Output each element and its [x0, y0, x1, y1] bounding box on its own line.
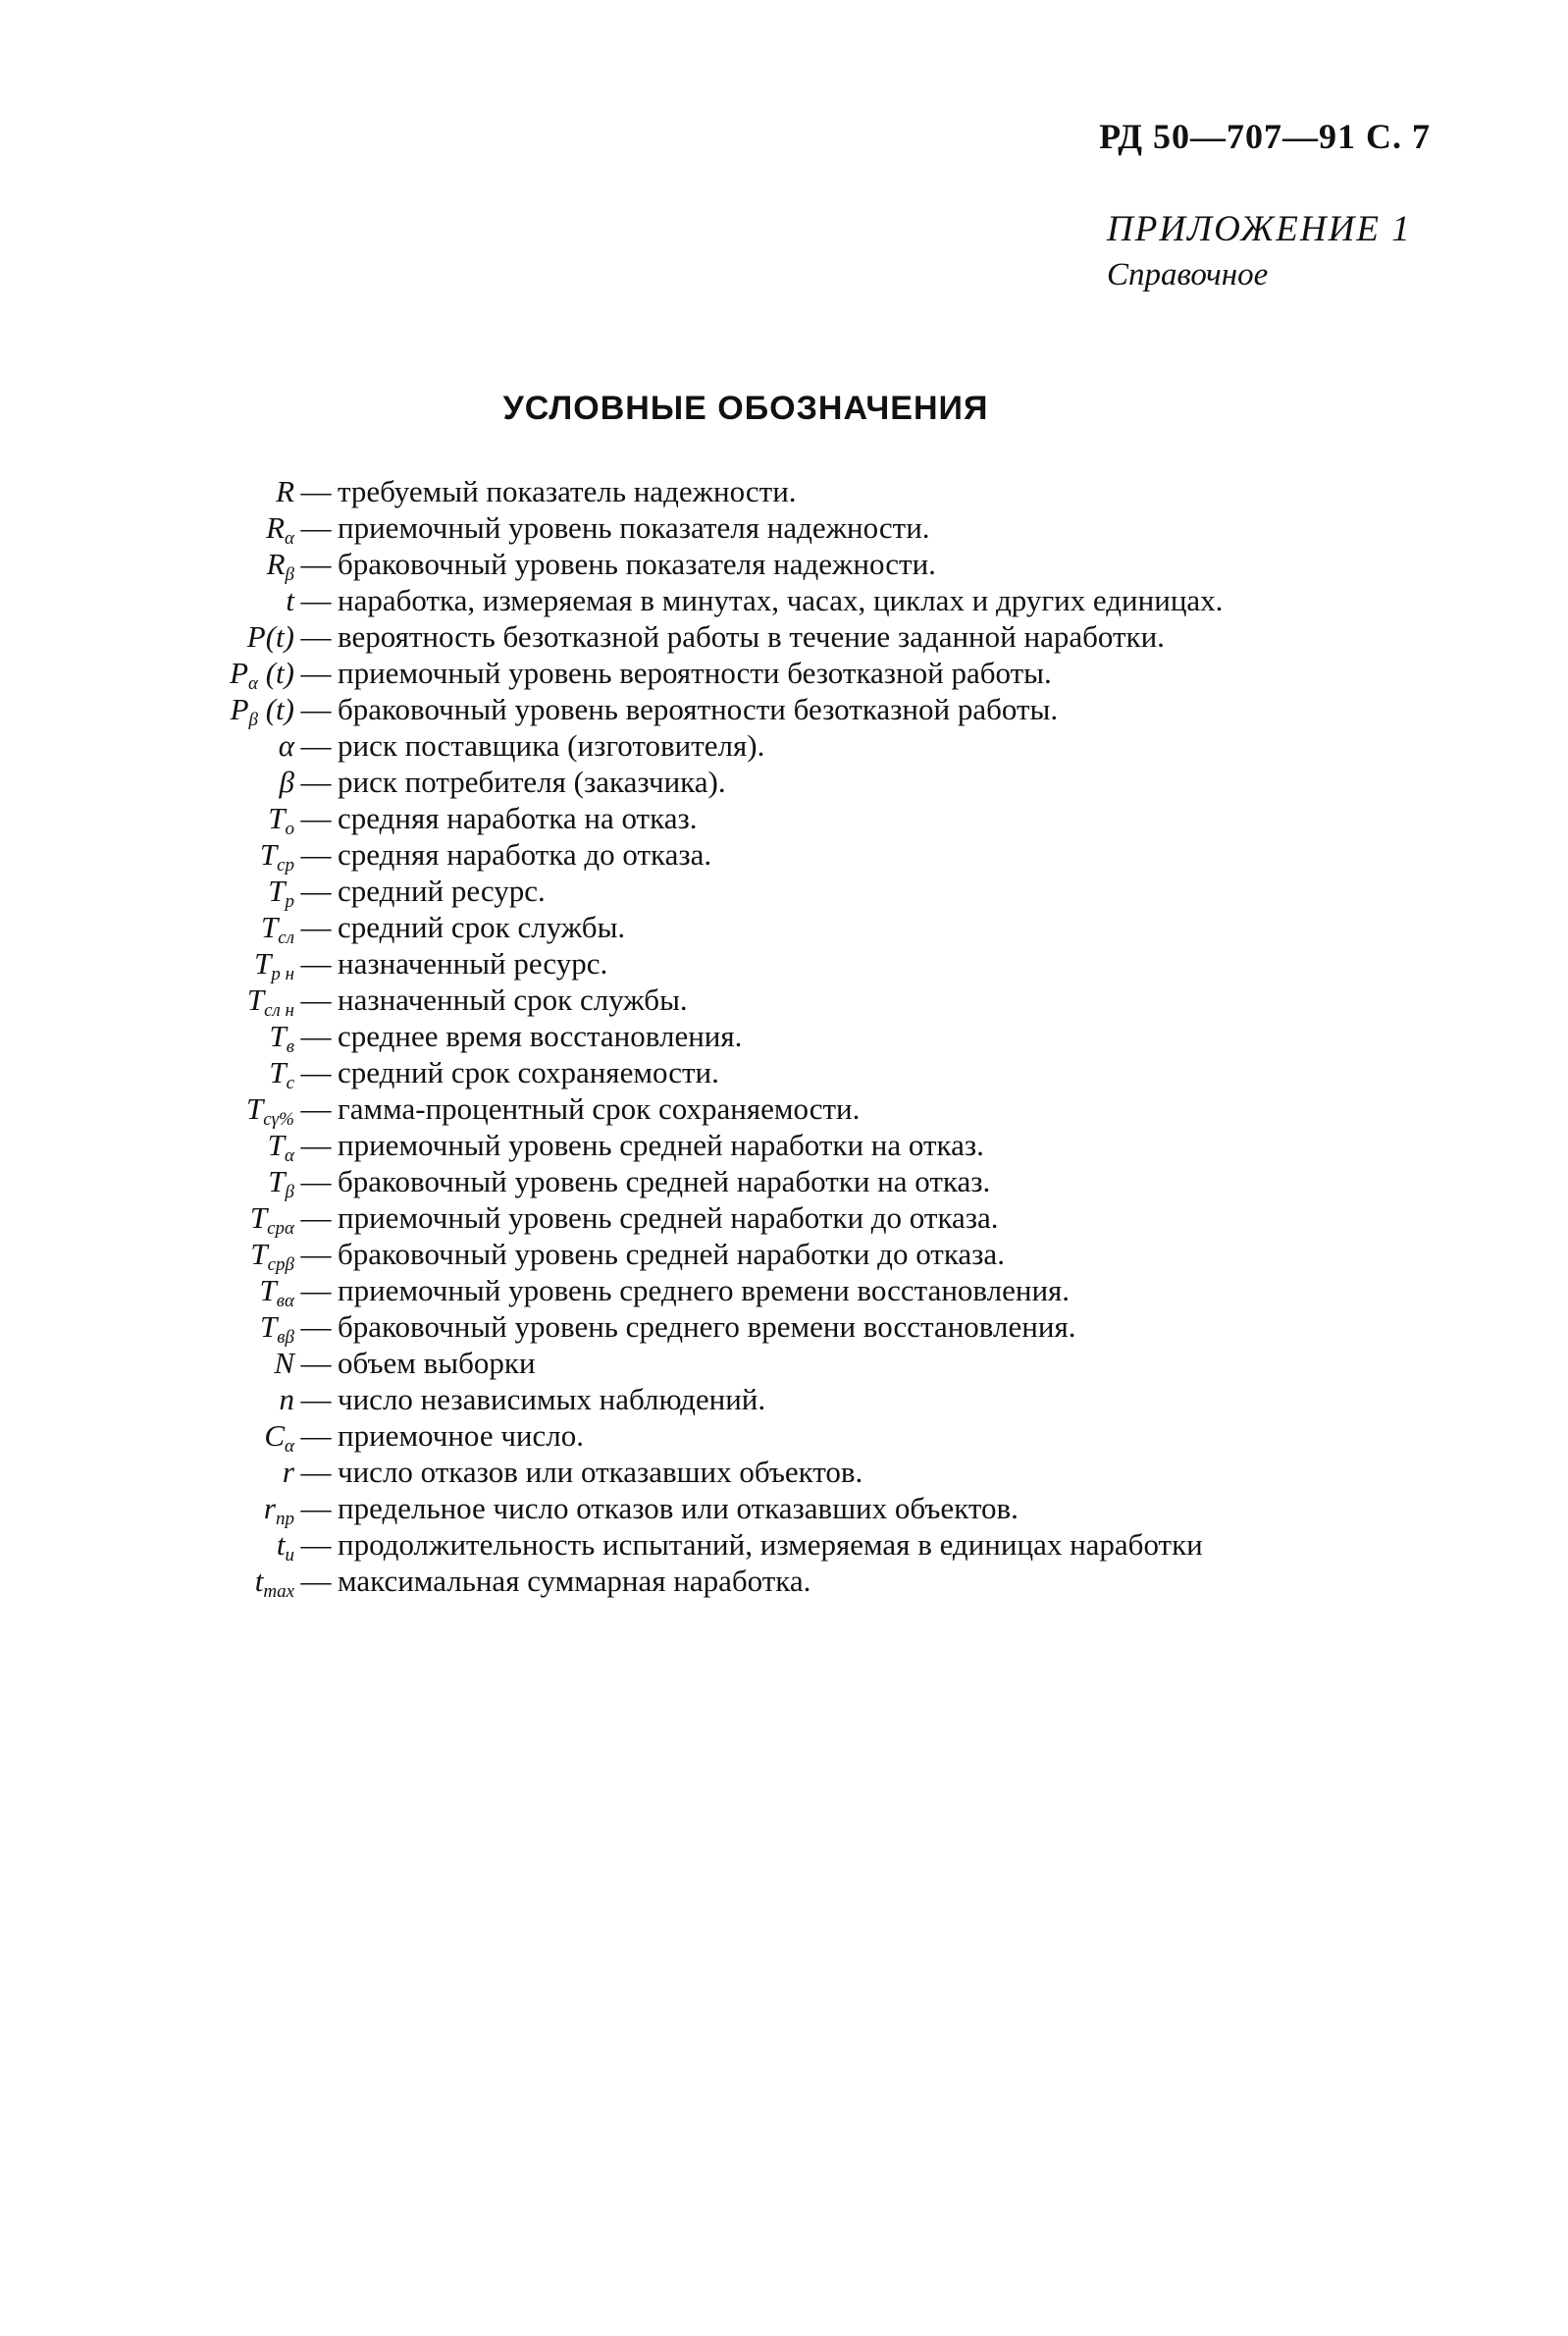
symbol-entry — [0, 1236, 1568, 1275]
symbol-base: R — [266, 510, 286, 545]
dash-separator: — — [300, 656, 332, 690]
symbol-subscript: срα — [267, 1218, 294, 1239]
appendix-title: ПРИЛОЖЕНИЕ 1 — [1107, 209, 1412, 249]
dash-separator: — — [300, 801, 332, 835]
section-title: УСЛОВНЫЕ ОБОЗНАЧЕНИЯ — [502, 390, 989, 427]
definition: средний срок сохраняемости. — [338, 1055, 719, 1089]
dash-separator: — — [300, 1346, 332, 1380]
symbol-entry — [0, 582, 1568, 618]
symbol — [0, 1236, 294, 1275]
symbol-entry — [0, 1417, 1568, 1457]
definition: максимальная суммарная наработка. — [338, 1564, 811, 1598]
symbol-base: n — [279, 1382, 294, 1416]
symbol-base: R — [276, 474, 294, 508]
symbol-base: T — [268, 801, 286, 835]
dash-separator: — — [300, 728, 332, 763]
definition: браковочный уровень показателя надежности. — [338, 547, 936, 581]
dash-separator: — — [300, 982, 332, 1017]
symbol — [0, 691, 294, 730]
dash-separator: — — [300, 583, 332, 617]
definition: приемочный уровень показателя надежности. — [338, 510, 930, 545]
definition: приемочное число. — [338, 1418, 584, 1453]
symbol-subscript: max — [263, 1581, 294, 1602]
symbol-entry — [0, 546, 1568, 585]
symbol-entry — [0, 1345, 1568, 1381]
symbol-base: T — [260, 1309, 278, 1344]
definition: браковочный уровень средней наработки до отказа. — [338, 1237, 1005, 1271]
symbol — [0, 1563, 294, 1602]
symbol-entry — [0, 1526, 1568, 1566]
symbol-subscript: срβ — [267, 1254, 294, 1275]
symbol — [0, 1345, 294, 1381]
symbol — [0, 1490, 294, 1529]
definition: риск потребителя (заказчика). — [338, 765, 726, 799]
symbol-subscript: ср — [277, 855, 294, 876]
definition: браковочный уровень среднего времени восстановления. — [338, 1309, 1076, 1344]
symbol — [0, 1454, 294, 1490]
dash-separator: — — [300, 1309, 332, 1344]
symbol-subscript: β — [285, 564, 294, 585]
symbol-base: R — [266, 547, 286, 581]
symbol-entry — [0, 764, 1568, 800]
symbol-subscript: α — [285, 528, 294, 549]
symbol-base: P — [230, 656, 248, 690]
symbol-entry — [0, 1199, 1568, 1239]
definition: средний ресурс. — [338, 874, 546, 908]
symbol-subscript: β — [285, 1182, 294, 1202]
symbol — [0, 509, 294, 549]
dash-separator: — — [300, 474, 332, 508]
definition: требуемый показатель надежности. — [338, 474, 797, 508]
symbol-base: t — [286, 583, 294, 617]
symbol-entry — [0, 1454, 1568, 1490]
definition: продолжительность испытаний, измеряемая в единицах наработки — [338, 1527, 1203, 1562]
symbol-entry — [0, 509, 1568, 549]
dash-separator: — — [300, 1055, 332, 1089]
symbol-subscript: α — [285, 1436, 294, 1457]
symbol — [0, 727, 294, 764]
symbol-base: T — [259, 837, 278, 872]
definition: объем выборки — [338, 1346, 536, 1380]
symbol-entry — [0, 800, 1568, 839]
symbol-entry — [0, 945, 1568, 982]
symbol-entry — [0, 1054, 1568, 1093]
symbol — [0, 764, 294, 800]
symbol — [0, 1381, 294, 1417]
symbol-base: T — [249, 1200, 268, 1235]
definition: число отказов или отказавших объектов. — [338, 1455, 863, 1489]
symbol-subscript: с — [286, 1073, 294, 1093]
symbol-entry — [0, 982, 1568, 1021]
document-number: РД 50—707—91 С. 7 — [1099, 117, 1431, 156]
symbol-base: T — [246, 982, 265, 1017]
definition: число независимых наблюдений. — [338, 1382, 766, 1416]
symbol-base: T — [250, 1237, 268, 1271]
symbol — [0, 1163, 294, 1202]
definition: гамма-процентный срок сохраняемости. — [338, 1091, 861, 1126]
symbol-entry — [0, 691, 1568, 730]
dash-separator: — — [300, 547, 332, 581]
definition: вероятность безотказной работы в течение заданной наработки. — [338, 619, 1165, 654]
symbol-base: T — [246, 1091, 264, 1126]
symbol — [0, 1417, 294, 1457]
symbol — [0, 873, 294, 912]
definition: приемочный уровень средней наработки до отказа. — [338, 1200, 999, 1235]
symbol-entry — [0, 873, 1568, 912]
symbol-entry — [0, 909, 1568, 948]
symbol — [0, 1199, 294, 1239]
definition: браковочный уровень вероятности безотказной работы. — [338, 692, 1059, 726]
symbol-base: T — [261, 910, 279, 944]
dash-separator: — — [300, 1200, 332, 1235]
dash-separator: — — [300, 1164, 332, 1198]
symbol — [0, 909, 294, 948]
symbol — [0, 1090, 294, 1130]
symbol-subscript: α — [248, 673, 258, 694]
symbol-entry — [0, 1090, 1568, 1130]
symbol — [0, 1272, 294, 1311]
dash-separator: — — [300, 1491, 332, 1525]
symbol-base: r — [282, 1455, 294, 1489]
symbol-base: T — [259, 1273, 277, 1307]
definition: назначенный ресурс. — [338, 946, 608, 981]
symbol — [0, 1054, 294, 1093]
symbol-subscript: р н — [271, 964, 294, 984]
symbol — [0, 1018, 294, 1057]
dash-separator: — — [300, 1273, 332, 1307]
symbol — [0, 1127, 294, 1166]
symbol-entry — [0, 836, 1568, 876]
symbol-entry — [0, 618, 1568, 655]
symbol-base: N — [274, 1346, 294, 1380]
symbol-entry — [0, 1381, 1568, 1417]
symbol-entry — [0, 1127, 1568, 1166]
symbol — [0, 582, 294, 618]
dash-separator: — — [300, 946, 332, 981]
symbol-subscript: cγ% — [263, 1109, 294, 1130]
symbol-subscript: сл — [278, 928, 294, 948]
symbol-base: α — [278, 728, 294, 763]
symbol-entry — [0, 655, 1568, 694]
symbol-entry — [0, 1308, 1568, 1348]
definition: приемочный уровень средней наработки на отказ. — [338, 1128, 984, 1162]
definition: браковочный уровень средней наработки на отказ. — [338, 1164, 991, 1198]
symbol-base: T — [268, 1164, 286, 1198]
symbol-entry — [0, 1018, 1568, 1057]
symbol-entry — [0, 1163, 1568, 1202]
symbol — [0, 945, 294, 982]
dash-separator: — — [300, 910, 332, 944]
dash-separator: — — [300, 510, 332, 545]
definition: средняя наработка до отказа. — [338, 837, 712, 872]
definition: предельное число отказов или отказавших объектов. — [338, 1491, 1019, 1525]
symbol-base: T — [267, 1128, 286, 1162]
symbol-base: T — [269, 1019, 287, 1053]
symbol-entry — [0, 1490, 1568, 1529]
symbol-base: t — [254, 1564, 264, 1598]
dash-separator: — — [300, 1091, 332, 1126]
dash-separator: — — [300, 1527, 332, 1562]
definition: назначенный срок службы. — [338, 982, 688, 1017]
dash-separator: — — [300, 619, 332, 654]
symbol-subscript: р — [285, 891, 294, 912]
dash-separator: — — [300, 1237, 332, 1271]
dash-separator: — — [300, 765, 332, 799]
definition: средний срок службы. — [338, 910, 626, 944]
symbol-entry — [0, 727, 1568, 764]
symbol-subscript: вα — [276, 1291, 294, 1311]
symbol — [0, 1526, 294, 1566]
symbol-base: P — [230, 692, 249, 726]
symbol-base: T — [269, 1055, 287, 1089]
dash-separator: — — [300, 692, 332, 726]
dash-separator: — — [300, 1019, 332, 1053]
symbol-entry — [0, 1272, 1568, 1311]
symbol-base: β — [279, 765, 294, 799]
definition: приемочный уровень вероятности безотказной работы. — [338, 656, 1052, 690]
appendix-type: Справочное — [1107, 257, 1269, 292]
symbol-base: P(t) — [246, 619, 294, 654]
dash-separator: — — [300, 1382, 332, 1416]
dash-separator: — — [300, 837, 332, 872]
symbol — [0, 655, 294, 694]
dash-separator: — — [300, 1455, 332, 1489]
symbol — [0, 473, 294, 509]
symbol-entry — [0, 1563, 1568, 1602]
symbol — [0, 546, 294, 585]
symbol — [0, 800, 294, 839]
symbol-base: r — [263, 1491, 276, 1525]
dash-separator: — — [300, 874, 332, 908]
symbol-base: t — [276, 1527, 286, 1562]
symbol-base: C — [264, 1418, 286, 1453]
dash-separator: — — [300, 1564, 332, 1598]
symbol — [0, 1308, 294, 1348]
symbol-subscript: β — [248, 710, 258, 730]
symbols-list — [0, 473, 1568, 1602]
symbol-subscript: вβ — [277, 1327, 294, 1348]
symbol — [0, 618, 294, 655]
definition: приемочный уровень среднего времени восстановления. — [338, 1273, 1071, 1307]
symbol-argument: (t) — [257, 656, 294, 690]
symbol-subscript: пр — [276, 1509, 294, 1529]
definition: риск поставщика (изготовителя). — [338, 728, 765, 763]
symbol-subscript: о — [285, 819, 294, 839]
symbol-subscript: α — [285, 1145, 294, 1166]
symbol — [0, 836, 294, 876]
definition: наработка, измеряемая в минутах, часах, циклах и других единицах. — [338, 583, 1224, 617]
symbol-subscript: и — [285, 1545, 294, 1566]
symbol-subscript: в — [286, 1036, 294, 1057]
definition: среднее время восстановления. — [338, 1019, 743, 1053]
symbol-entry — [0, 473, 1568, 509]
dash-separator: — — [300, 1128, 332, 1162]
symbol-argument: (t) — [257, 692, 294, 726]
symbol-base: T — [268, 874, 286, 908]
symbol-subscript: сл н — [264, 1000, 294, 1021]
dash-separator: — — [300, 1418, 332, 1453]
symbol — [0, 982, 294, 1021]
symbol-base: T — [254, 946, 272, 981]
definition: средняя наработка на отказ. — [338, 801, 698, 835]
